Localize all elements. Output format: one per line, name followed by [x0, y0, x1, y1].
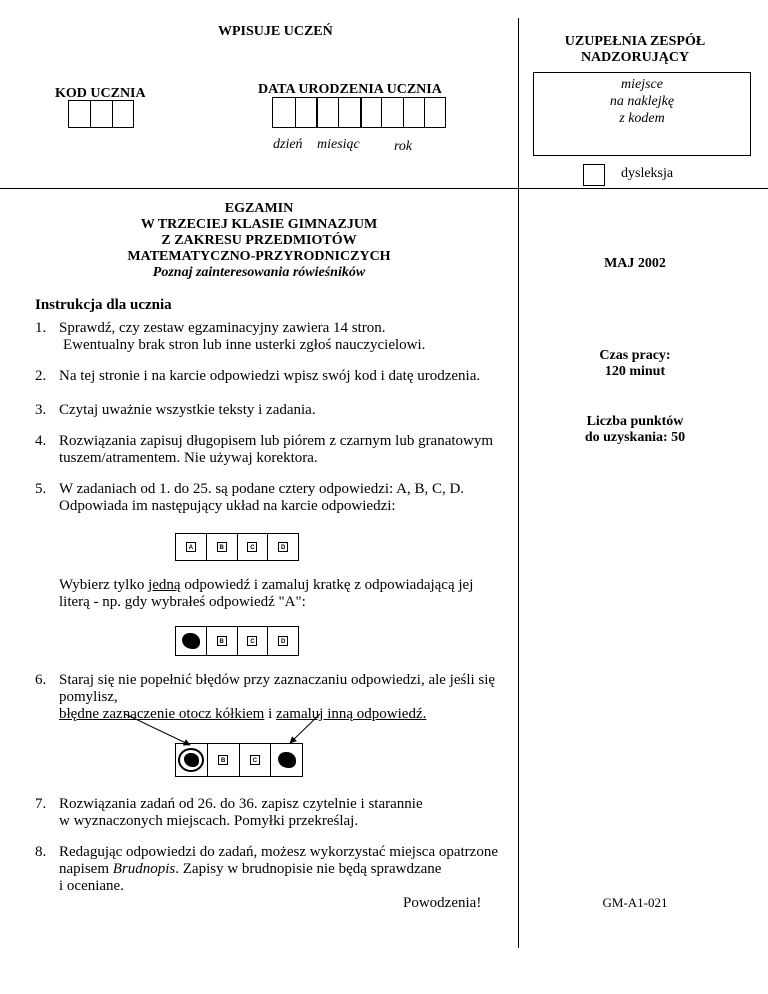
corrected-answer-example — [175, 743, 303, 777]
time-label: Czas pracy: — [599, 348, 671, 363]
year-label: rok — [394, 139, 413, 154]
answer-box-b: B — [217, 542, 227, 552]
answer-layout-example — [175, 533, 299, 561]
choose-instruction: Wybierz tylko jedną odpowiedź i zamaluj kratkę z odpowiadającą jej — [59, 577, 474, 593]
sticker-line-3: z kodem — [619, 111, 665, 126]
student-fills-heading: WPISUJE UCZEŃ — [218, 24, 333, 39]
answer-box-c: C — [247, 636, 257, 646]
circle-mark — [178, 748, 204, 772]
answer-box-c: C — [250, 755, 260, 765]
instruction-item-3: 3. Czytaj uważnie wszystkie teksty i zadania. — [35, 402, 316, 418]
answer-box-c: C — [247, 542, 257, 552]
instruction-item-6: 6. Staraj się nie popełnić błędów przy zaznaczaniu odpowiedzi, ale jeśli się pomylisz, błędne zaznaczenie otocz kółkiem i zamaluj inną odpowiedź. — [35, 672, 496, 722]
birth-date-boxes[interactable] — [272, 97, 446, 128]
instruction-item-4: 4. Rozwiązania zapisuj długopisem lub piórem z czarnym lub granatowym tuszem/atramentem. Nie używaj korektora. — [35, 433, 494, 466]
sticker-line-2: na naklejkę — [609, 94, 675, 109]
instruction-item-7: 7. Rozwiązania zadań od 26. do 36. zapisz czytelnie i starannie w wyznaczonych miejscach. Pomyłki przekreślaj. — [35, 796, 423, 829]
exam-date: MAJ 2002 — [604, 256, 666, 271]
answer-box-d: D — [278, 636, 288, 646]
month-label: miesiąc — [317, 137, 360, 152]
title-line-1: EGZAMIN — [224, 201, 294, 216]
instruction-item-2: 2. Na tej stronie i na karcie odpowiedzi wpisz swój kod i datę urodzenia. — [35, 368, 481, 384]
student-code-boxes[interactable] — [68, 100, 134, 128]
instruction-item-5: 5. W zadaniach od 1. do 25. są podane cztery odpowiedzi: A, B, C, D. Odpowiada im następujący układ na karcie odpowiedzi: — [35, 481, 465, 514]
answer-box-b: B — [218, 755, 228, 765]
dyslexia-checkbox[interactable] — [583, 164, 605, 186]
time-value: 120 minut — [604, 364, 666, 379]
day-label: dzień — [273, 137, 303, 152]
sticker-box — [533, 72, 751, 156]
points-label: Liczba punktów — [586, 414, 684, 429]
student-code-label: KOD UCZNIA — [55, 86, 146, 101]
title-subtitle: Poznaj zainteresowania rówieśników — [152, 265, 366, 280]
dyslexia-label: dysleksja — [621, 166, 674, 181]
title-line-2: W TRZECIEJ KLASIE GIMNAZJUM — [140, 217, 378, 232]
birth-date-label: DATA URODZENIA UCZNIA — [258, 82, 442, 97]
filled-answer-example — [175, 626, 299, 656]
answer-box-d: D — [278, 542, 288, 552]
sticker-line-1: miejsce — [621, 77, 663, 92]
instruction-item-1: 1. Sprawdź, czy zestaw egzaminacyjny zawiera 14 stron. Ewentualny brak stron lub inne usterki zgłoś nauczycielowi. — [35, 320, 426, 353]
title-line-4: MATEMATYCZNO-PRZYRODNICZYCH — [127, 249, 391, 264]
filled-mark — [182, 633, 200, 649]
good-luck: Powodzenia! — [403, 895, 482, 911]
title-line-3: Z ZAKRESU PRZEDMIOTÓW — [161, 233, 357, 248]
filled-mark — [278, 752, 296, 768]
choose-instruction-line-2: literą - np. gdy wybrałeś odpowiedź "A": — [59, 594, 306, 610]
horizontal-divider — [0, 188, 768, 189]
answer-box-a: A — [186, 542, 196, 552]
vertical-divider — [518, 18, 519, 948]
exam-code: GM-A1-021 — [602, 895, 668, 910]
points-value: do uzyskania: 50 — [584, 430, 686, 445]
supervisors-fill-heading: UZUPEŁNIA ZESPÓŁ NADZORUJĄCY — [564, 34, 706, 65]
instructions-heading: Instrukcja dla ucznia — [35, 297, 172, 313]
answer-box-b: B — [217, 636, 227, 646]
instruction-item-8: 8. Redagując odpowiedzi do zadań, możesz wykorzystać miejsca opatrzone napisem Brudnopis. Zapisy w brudnopisie nie będą sprawdzane i oceniane. — [35, 844, 498, 894]
